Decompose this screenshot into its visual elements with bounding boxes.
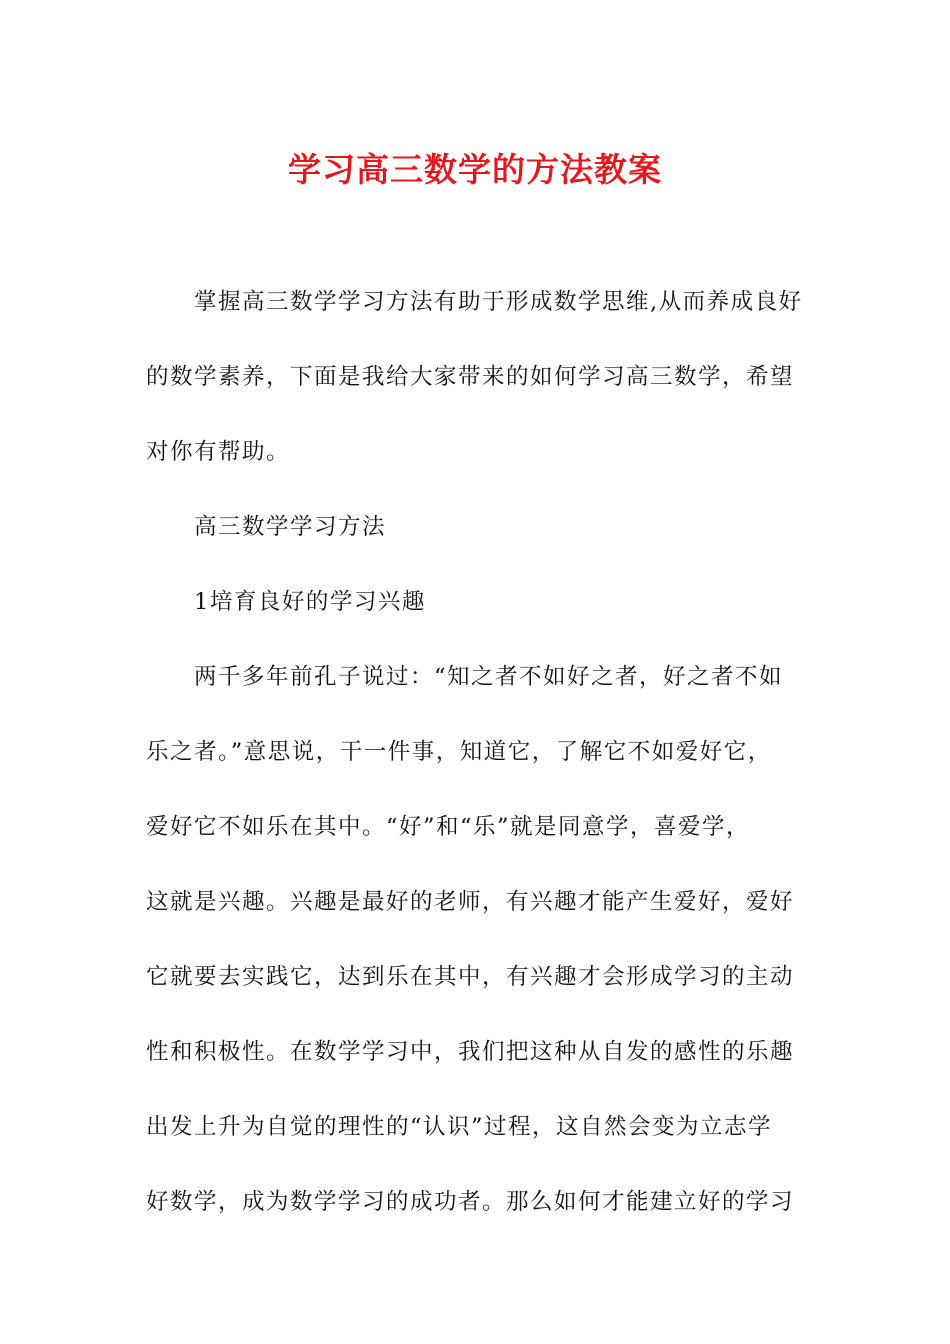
paragraph-intro-line-1: 掌握高三数学学习方法有助于形成数学思维,从而养成良好: [194, 289, 803, 315]
document-title: 学习高三数学的方法教案: [288, 150, 662, 189]
paragraph-interest-line-7: 出发上升为自觉的理性的“认识”过程，这自然会变为立志学: [146, 1114, 773, 1140]
paragraph-intro-line-2: 的数学素养，下面是我给大家带来的如何学习高三数学，希望: [146, 364, 795, 390]
paragraph-interest-line-1: 两千多年前孔子说过：“知之者不如好之者，好之者不如: [194, 664, 784, 690]
paragraph-interest-line-3: 爱好它不如乐在其中。“好”和“乐”就是同意学，喜爱学，: [146, 814, 751, 840]
paragraph-interest-line-2: 乐之者。”意思说，干一件事，知道它，了解它不如爱好它，: [146, 739, 772, 765]
paragraph-interest-line-5: 它就要去实践它，达到乐在其中，有兴趣才会形成学习的主动: [146, 964, 795, 990]
section-heading: 高三数学学习方法: [194, 514, 387, 540]
paragraph-interest-line-8: 好数学，成为数学学习的成功者。那么如何才能建立好的学习: [146, 1189, 795, 1215]
subsection-heading: 1培育良好的学习兴趣: [194, 589, 426, 615]
paragraph-intro-line-3: 对你有帮助。: [146, 439, 291, 465]
paragraph-interest-line-4: 这就是兴趣。兴趣是最好的老师，有兴趣才能产生爱好，爱好: [146, 889, 795, 915]
paragraph-interest-line-6: 性和积极性。在数学学习中，我们把这种从自发的感性的乐趣: [146, 1039, 795, 1065]
